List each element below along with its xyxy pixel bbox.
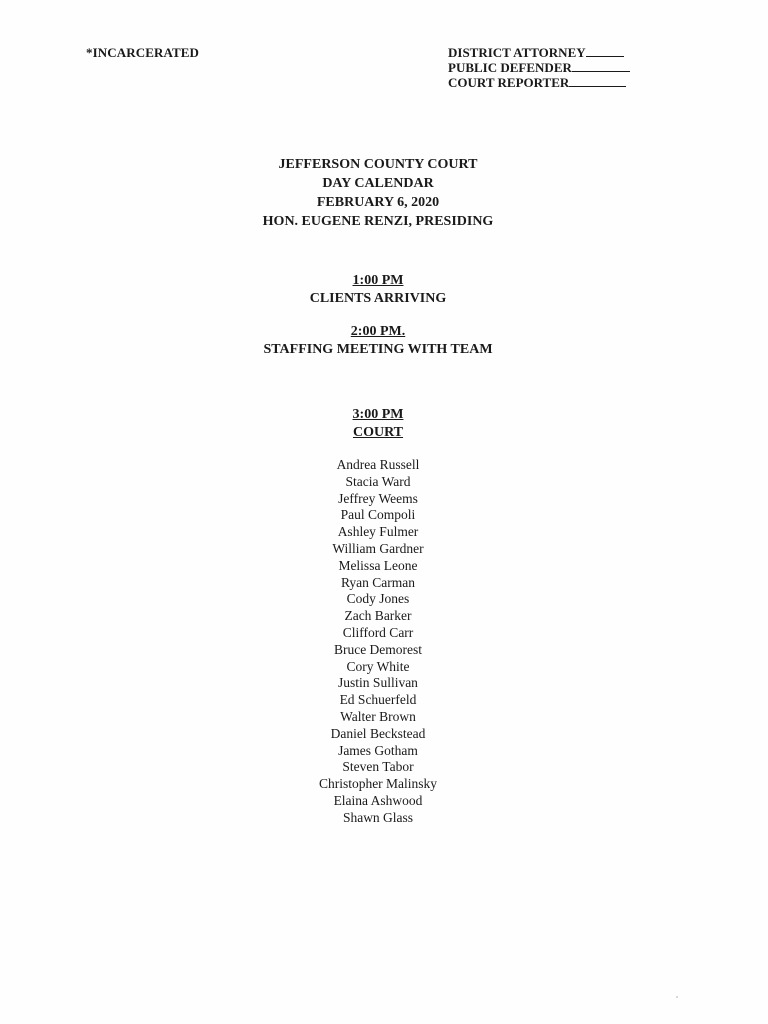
list-item: Cory White (346, 658, 410, 674)
public-defender-row (448, 60, 630, 75)
list-item: Shawn Glass (342, 809, 414, 825)
schedule-item-staffing-meeting (0, 323, 768, 359)
court-reporter-row (448, 75, 630, 90)
list-item: Ryan Carman (340, 574, 416, 590)
list-item: Cody Jones (346, 591, 410, 607)
list-item: Stacia Ward (345, 473, 411, 489)
list-item: Justin Sullivan (338, 675, 418, 691)
officials-signoff (448, 45, 630, 90)
list-item: Ed Schuerfeld (339, 692, 417, 708)
public-defender-blank (572, 60, 630, 72)
defendant-list (0, 457, 768, 827)
list-item: Christopher Malinsky (318, 776, 438, 792)
schedule-item-clients-arriving (0, 272, 768, 308)
schedule-event: COURT (352, 425, 404, 440)
list-item: William Gardner (332, 540, 424, 556)
schedule-time: 1:00 PM (352, 273, 404, 288)
public-defender-label: PUBLIC DEFENDER (448, 60, 572, 75)
schedule-event: CLIENTS ARRIVING (309, 291, 447, 306)
list-item: Daniel Beckstead (330, 725, 426, 741)
presiding-judge: HON. EUGENE RENZI, PRESIDING (262, 214, 494, 229)
calendar-heading (0, 155, 768, 231)
district-attorney-blank (586, 45, 624, 57)
schedule-event: STAFFING MEETING WITH TEAM (263, 342, 493, 357)
list-item: Clifford Carr (342, 624, 414, 640)
court-reporter-blank (569, 75, 626, 87)
list-item: Zach Barker (344, 608, 412, 624)
court-name: JEFFERSON COUNTY COURT (278, 157, 478, 172)
list-item: Andrea Russell (336, 457, 420, 472)
list-item: Paul Compoli (340, 507, 416, 523)
district-attorney-label: DISTRICT ATTORNEY (448, 45, 586, 60)
court-reporter-label: COURT REPORTER (448, 75, 570, 90)
list-item: Ashley Fulmer (337, 524, 419, 540)
list-item: Steven Tabor (342, 759, 414, 775)
schedule-time: 3:00 PM (352, 407, 404, 422)
schedule-time: 2:00 PM. (350, 324, 406, 339)
schedule-item-court (0, 406, 768, 442)
incarcerated-note: *INCARCERATED (86, 45, 200, 60)
district-attorney-row (448, 45, 630, 60)
list-item: Melissa Leone (338, 557, 418, 573)
scan-speck (676, 996, 678, 998)
list-item: Jeffrey Weems (338, 490, 418, 506)
calendar-title: DAY CALENDAR (322, 176, 434, 191)
list-item: Elaina Ashwood (333, 792, 423, 808)
calendar-date: FEBRUARY 6, 2020 (316, 195, 440, 210)
list-item: Walter Brown (340, 708, 416, 724)
list-item: Bruce Demorest (333, 641, 423, 657)
list-item: James Gotham (338, 742, 418, 758)
